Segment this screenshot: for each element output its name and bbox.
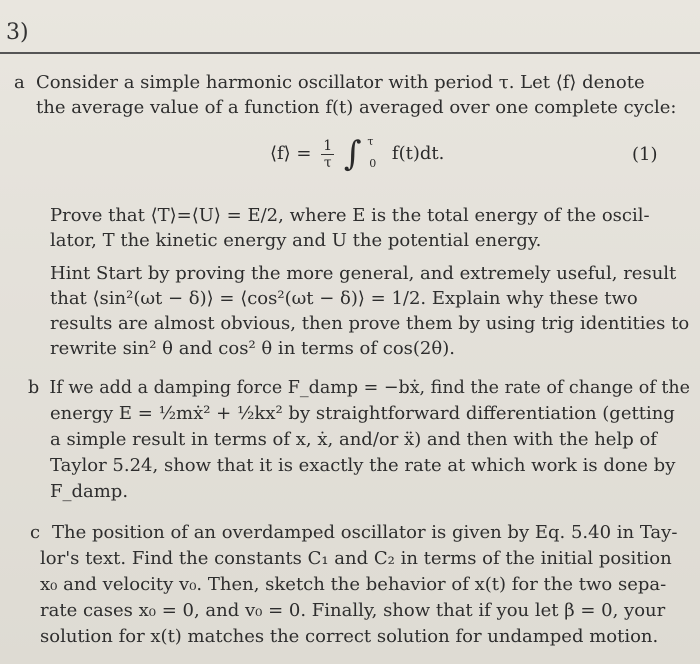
part-b-text-1: If we add a damping force F_damp = −bẋ, find the rate of change of the (49, 377, 691, 398)
hint-line-1: Hint Start by proving the more general, and extremely useful, result (50, 263, 677, 284)
part-a-intro-line-1 (14, 72, 645, 94)
part-b-label: b (28, 377, 40, 398)
average-equation (270, 134, 444, 174)
fraction-numerator: 1 (323, 137, 333, 154)
part-b-line-2: energy E = ½mẋ² + ½kx² by straightforward differentiation (getting (50, 403, 675, 424)
part-c-line-2: lor's text. Find the constants C₁ and C₂ in terms of the initial position (40, 548, 672, 569)
part-a-label: a (14, 72, 25, 93)
part-b-line-3: a simple result in terms of x, ẋ, and/or ẍ) and then with the help of (50, 429, 657, 450)
fraction-denominator: τ (323, 154, 332, 171)
part-b-line-1 (28, 377, 690, 399)
part-c-label: c (30, 522, 41, 543)
hint-line-3: results are almost obvious, then prove them by using trig identities to (50, 313, 690, 334)
part-c-line-5: solution for x(t) matches the correct solution for undamped motion. (40, 626, 659, 647)
header-rule (0, 52, 700, 54)
hint-line-4: rewrite sin² θ and cos² θ in terms of cos(2θ). (50, 338, 455, 359)
hint-line-2: that ⟨sin²(ωt − δ)⟩ = ⟨cos²(ωt − δ)⟩ = 1/2. Explain why these two (50, 288, 638, 309)
integral-lower-limit: 0 (369, 157, 377, 170)
equation-lhs: ⟨f⟩ = (270, 143, 312, 164)
part-a-intro-line-2: the average value of a function f(t) averaged over one complete cycle: (36, 97, 677, 118)
integral-upper-limit: τ (367, 135, 374, 148)
equation-number: (1) (632, 144, 658, 165)
problem-number: 3) (6, 20, 29, 45)
part-a-prove-line-2: lator, T the kinetic energy and U the potential energy. (50, 230, 542, 251)
part-c-line-4: rate cases x₀ = 0, and v₀ = 0. Finally, show that if you let β = 0, your (40, 600, 666, 621)
part-b-line-4: Taylor 5.24, show that it is exactly the rate at which work is done by (50, 455, 676, 476)
part-a-intro-text-1: Consider a simple harmonic oscillator with period τ. Let ⟨f⟩ denote (36, 72, 645, 93)
integral-sign: ∫ (343, 134, 362, 174)
part-c-text-1: The position of an overdamped oscillator is given by Eq. 5.40 in Tay- (52, 522, 678, 543)
part-c-line-3: x₀ and velocity v₀. Then, sketch the behavior of x(t) for the two sepa- (40, 574, 667, 595)
integrand: f(t)dt. (391, 143, 445, 164)
part-c-line-1 (30, 522, 677, 544)
part-a-prove-line-1: Prove that ⟨T⟩=⟨U⟩ = E/2, where E is the total energy of the oscil- (50, 205, 650, 226)
part-b-line-5: F_damp. (50, 481, 129, 502)
equation-fraction (321, 138, 334, 171)
